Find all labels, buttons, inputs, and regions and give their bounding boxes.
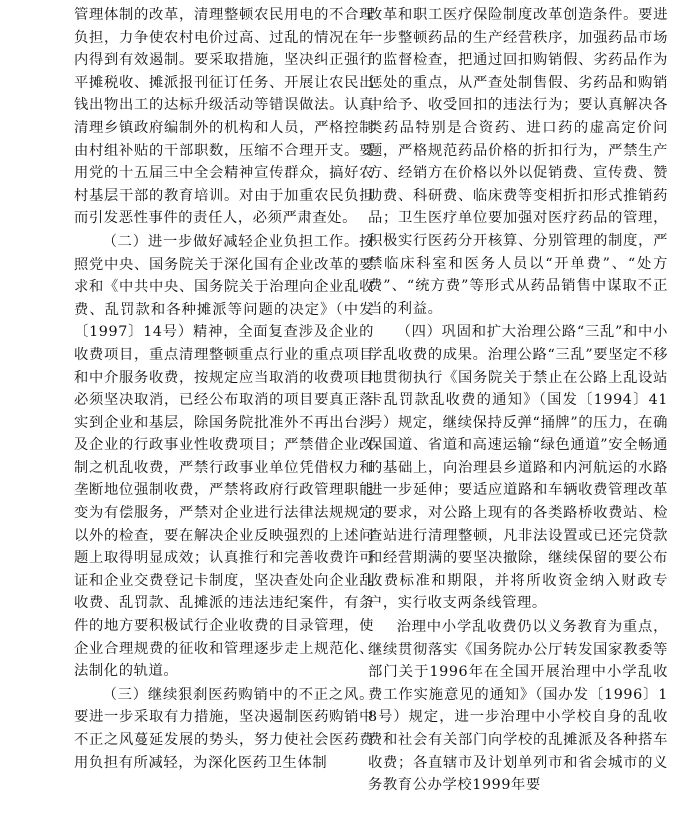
left-paragraph-2: （二）进一步做好减轻企业负担工作。按照党中央、国务院关于深化国有企业改革的要求和《中共中央、国务院关于治理向企业乱收费、乱罚款和各种摊派等问题的决定》（中发〔1997〕14号）精神，全面复查涉及企业的收费项目，重点清理整顿重点行业的重点项目和中介服务收费，按规定应当取消的收费项目必须坚决取消，已经公布取消的项目要真正落实到企业和基层，除国务院批准外不再出台涉及企业的行政事业性收费项目；严禁借企业改制之机乱收费，严禁行政事业单位凭借权力和垄断地位强制收费，严禁将政府行政管理职能变为有偿服务，严禁对企业进行法律法规规定以外的检查，要在解决企业反映强烈的上述问题上取得明显成效；认真推行和完善收费许可证和企业交费登记卡制度，坚决查处向企业乱收费、乱罚款、乱摊派的违法违纪案件，有条件的地方要积极试行企业收费的目录管理，使企业合理规费的征收和管理逐步走上规范化、法制化的轨道。 <box>74 233 374 680</box>
left-paragraph-3: （三）继续狠刹医药购销中的不正之风。要进一步采取有力措施，坚决遏制医药购销中不正之风蔓延发展的势头，努力使社会医药费用负担有所减轻，为深化医药卫生体制 <box>74 686 374 771</box>
right-paragraph-1: 改革和职工医疗保险制度改革创造条件。要进一步整顿药品的生产经营秩序，加强药品市场的监督检查，把通过回扣购销假、劣药品作为惩处的重点，从严查处制售假、劣药品和购销中给予、收受回扣的违法行为；要认真解决各类药品特别是合资药、进口药的虚高定价问题，严格规范药品价格的折扣行为，严禁生产方、经销方在价格以外以促销费、宣传费、赞助费、科研费、临床费等变相折扣形式推销药品；卫生医疗单位要加强对医疗药品的管理，积极实行医药分开核算、分别管理的制度，严禁临床科室和医务人员以“开单费”、“处方费”、“统方费”等形式从药品销售中谋取不正当的利益。 <box>368 7 668 317</box>
right-paragraph-2: （四）巩固和扩大治理公路“三乱”和中小学乱收费的成果。治理公路“三乱”要坚定不移地贯彻执行《国务院关于禁止在公路上乱设站卡乱罚款乱收费的通知》（国发〔1994〕41号）规定，继续保持反弹“捅牌”的压力，在确保国道、省道和高速运输“绿色通道”安全畅通的基础上，向治理县乡道路和内河航运的水路进一步延伸；要适应道路和车辆收费管理改革的要求，对公路上现有的各类路桥收费站、检查站进行清理整顿，凡非法设置或已还完贷款和经营期满的要坚决撤除，继续保留的要公布收费标准和期限，并将所收资金纳入财政专户，实行收支两条线管理。 <box>368 324 668 612</box>
left-column <box>74 4 374 774</box>
right-column <box>368 4 668 797</box>
right-paragraph-3: 治理中小学乱收费仍以义务教育为重点，继续贯彻落实《国务院办公厅转发国家教委等部门关于1996年在全国开展治理中小学乱收费工作实施意见的通知》（国办发〔1996〕18号）规定，进一步治理中小学校自身的乱收费和社会有关部门向学校的乱摊派及各种搭车收费；各直辖市及计划单列市和省会城市的义务教育公办学校1999年要 <box>368 619 668 794</box>
left-paragraph-1: 管理体制的改革，清理整顿农民用电的不合理负担，力争使农村电价过高、过乱的情况在年内得到有效遏制。要采取措施，坚决纠正强行平摊税收、摊派报刊征订任务、开展让农民出钱出物出工的达标升级活动等错误做法。认真清理乡镇政府编制外的机构和人员，严格控制由村组补贴的干部职数，压缩不合理开支。要用党的十五届三中全会精神宣传群众，搞好农村基层干部的教育培训。对由于加重农民负担而引发恶性事件的责任人，必须严肃查处。 <box>74 7 374 227</box>
